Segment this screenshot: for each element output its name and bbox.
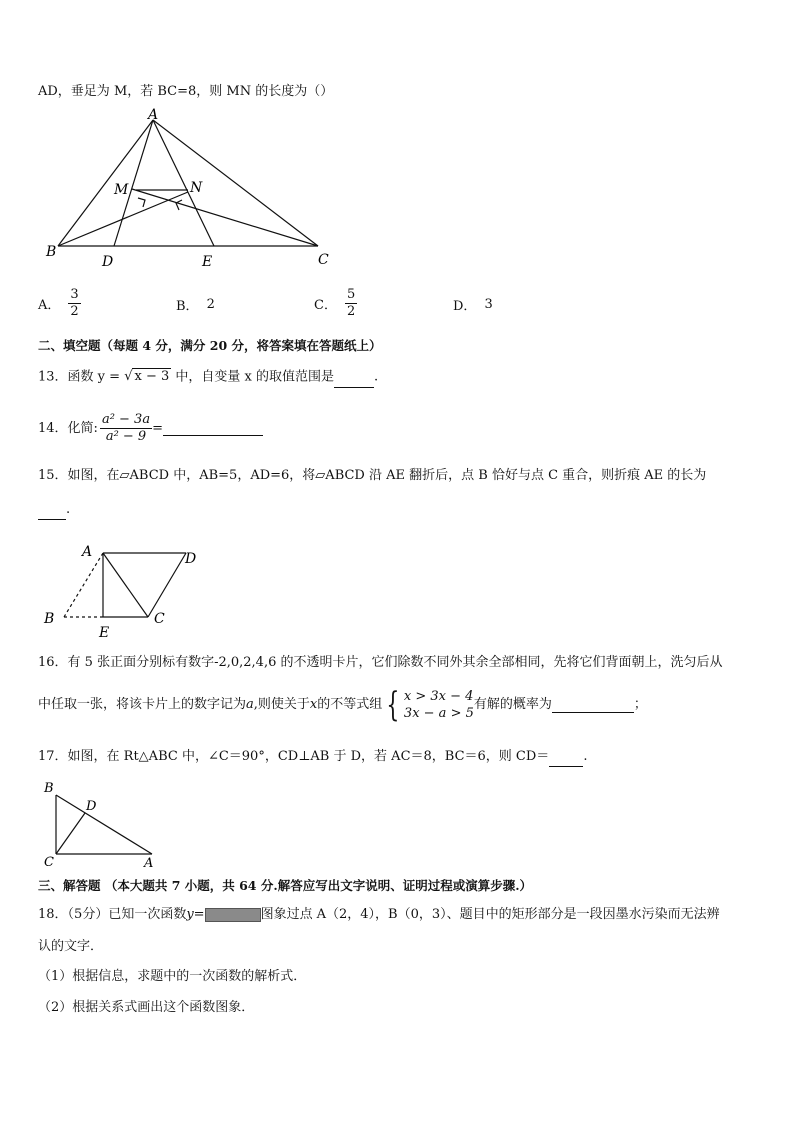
section-3-heading: 三、解答题 （本大题共 7 小题，共 64 分.解答应写出文字说明、证明过程或演算步骤.） [38, 878, 533, 893]
choice-d [453, 295, 493, 314]
q14-fraction [100, 412, 152, 445]
choice-c-letter: C． [314, 298, 337, 313]
segment-ab [58, 120, 153, 246]
q17-end: . [583, 749, 588, 764]
label-d: D [102, 254, 114, 270]
right-triangle-figure-q17 [40, 780, 160, 870]
q18-text-b: 图象过点 [260, 907, 313, 922]
segment-ba [56, 795, 152, 854]
label-d: D [86, 799, 97, 814]
q15-end: . [66, 502, 71, 517]
segment-ab-dashed [64, 553, 103, 617]
label-e: E [202, 254, 213, 270]
question-14 [38, 412, 263, 445]
question-18-line1 [38, 905, 720, 925]
q16-inequality-2: 3x − a > 5 [403, 706, 474, 721]
choice-d-value: 3 [484, 297, 493, 312]
label-b: B [44, 611, 55, 627]
q14-equals: = [152, 420, 163, 436]
q16-var-x: x [309, 697, 318, 712]
label-c: C [318, 252, 329, 268]
q16-text-b: ,则使关于 [253, 697, 310, 712]
q15-answer-blank[interactable] [38, 519, 66, 520]
q16-text-a: 中任取一张，将该卡片上的数字记为 [38, 697, 247, 712]
choice-c-fraction [345, 287, 357, 320]
choice-b-value: 2 [206, 297, 215, 312]
q18-text-a: 18．（5分）已知一次函数 [38, 907, 187, 922]
q13-sqrt: √ x − 3 [124, 369, 170, 384]
q14-numerator: a² − 3a [101, 412, 151, 427]
section-2-heading: 二、填空题（每题 4 分，满分 20 分，将答案填在答题纸上） [38, 338, 382, 353]
choice-a [38, 287, 81, 320]
q14-answer-blank[interactable] [163, 421, 263, 436]
q18-text-c: A（2，4），B（0，3）、题目中的矩形部分是一段因墨水污染而无法辨 [316, 907, 720, 922]
segment-cm [132, 189, 318, 246]
q14-denominator: a² − 9 [105, 429, 147, 444]
label-a: A [144, 856, 154, 870]
segment-ae [153, 120, 214, 246]
figure-q15 [40, 540, 220, 644]
question-18-part1: （1）根据信息，求题中的一次函数的解析式． [38, 969, 307, 984]
choice-b [176, 295, 215, 314]
ink-smudge-rectangle [205, 908, 261, 922]
choice-c [314, 287, 357, 320]
q13-answer-blank[interactable] [334, 387, 374, 388]
label-d: D [185, 551, 197, 567]
q16-inequality-1: x > 3x − 4 [403, 689, 474, 704]
q16-text-d: 有解的概率为 [473, 697, 552, 712]
figure-q12 [40, 104, 350, 278]
q17-text: 17．如图，在 Rt△ABC 中，∠C＝90°，CD⊥AB 于 D，若 AC＝8，BC＝6，则 CD＝ [38, 749, 550, 764]
label-c: C [154, 611, 165, 627]
label-m: M [114, 182, 129, 198]
figure-q17 [40, 780, 160, 874]
label-c: C [44, 855, 54, 870]
question-16-line2 [38, 685, 647, 725]
q16-brace: { [386, 685, 400, 725]
label-b: B [44, 781, 54, 796]
choice-a-numerator: 3 [70, 287, 79, 302]
choice-d-letter: D． [453, 299, 477, 314]
right-angle-m [138, 198, 145, 207]
choice-c-numerator: 5 [346, 287, 356, 302]
choice-a-fraction [68, 287, 80, 320]
right-angle-n [176, 200, 182, 210]
parallelogram-figure-q15 [40, 540, 220, 640]
segment-dc [148, 553, 186, 617]
q16-text-c: 的不等式组 [317, 697, 383, 712]
question-15-line1: 15．如图，在▱ABCD 中，AB=5，AD=6，将▱ABCD 沿 AE 翻折后，点 B 恰好与点 C 重合，则折痕 AE 的长为 [38, 468, 707, 483]
triangle-figure-q12 [40, 104, 350, 274]
q16-answer-blank[interactable] [552, 698, 634, 713]
choice-a-letter: A． [38, 298, 61, 313]
question-16-line1: 16．有 5 张正面分别标有数字-2,0,2,4,6 的不透明卡片，它们除数不同外其余全部相同，先将它们背面朝上，洗匀后从 [38, 655, 723, 670]
choice-c-denominator: 2 [346, 304, 356, 319]
label-a: A [148, 107, 159, 123]
q12-text: AD，垂足为 M，若 BC=8，则 MN 的长度为（） [38, 84, 334, 99]
choice-b-letter: B． [176, 299, 199, 314]
q13-prefix: 13．函数 y = [38, 369, 121, 385]
label-a: A [82, 544, 93, 560]
q17-answer-blank[interactable] [549, 766, 583, 767]
label-n: N [190, 180, 203, 196]
question-13 [38, 367, 378, 388]
q16-end: ； [633, 697, 647, 712]
q18-y-equals: y= [186, 907, 205, 922]
question-18-line2: 认的文字． [38, 939, 104, 954]
q16-var-a: a [246, 697, 254, 712]
label-e: E [99, 625, 110, 640]
question-17 [38, 747, 587, 767]
segment-cd [56, 813, 85, 854]
q16-inequality-system [382, 685, 474, 725]
choice-a-denominator: 2 [70, 304, 79, 319]
q13-end: . [374, 369, 379, 385]
segment-ac [153, 120, 318, 246]
question-18-part2: （2）根据关系式画出这个函数图象． [38, 1000, 255, 1015]
question-15-line2 [38, 500, 70, 520]
label-b: B [46, 244, 57, 260]
q13-suffix: 中，自变量 x 的取值范围是 [175, 369, 334, 385]
q14-prefix: 14．化简: [38, 420, 98, 436]
q13-radicand: x − 3 [134, 369, 170, 384]
segment-ac [103, 553, 148, 617]
